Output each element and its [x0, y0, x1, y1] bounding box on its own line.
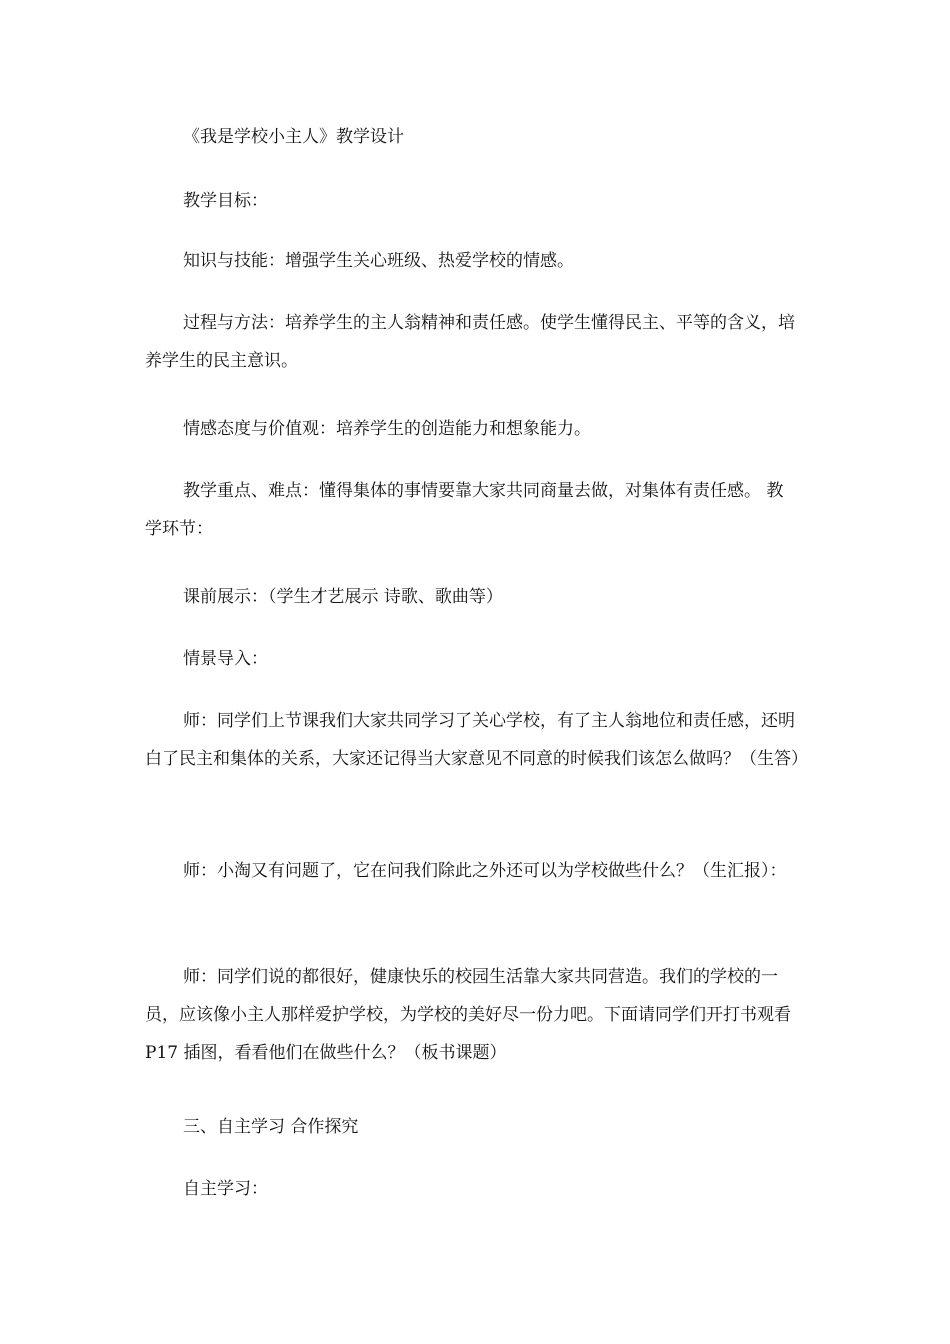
- paragraph-knowledge-skills: 知识与技能：增强学生关心班级、热爱学校的情感。: [183, 251, 574, 271]
- paragraph-key-points: 教学重点、难点：懂得集体的事情要靠大家共同商量去做，对集体有责任感。 教学环节：: [145, 481, 784, 539]
- paragraph-teaching-goals: 教学目标：: [183, 191, 268, 211]
- paragraph-self-study: 自主学习：: [183, 1179, 268, 1199]
- section-heading-three: 三、自主学习 合作探究: [183, 1117, 359, 1137]
- document-title: 《我是学校小主人》教学设计: [183, 127, 404, 147]
- paragraph-process-methods: 过程与方法：培养学生的主人翁精神和责任感。使学生懂得民主、平等的含义，培养学生的民主意识。: [145, 313, 795, 371]
- paragraph-teacher-3: 师：同学们说的都很好，健康快乐的校园生活靠大家共同营造。我们的学校的一员，应该像小主人那样爱护学校，为学校的美好尽一份力吧。下面请同学们开打书观看 P17 插图，看看他们在做些什么？（板书课题）: [145, 967, 791, 1063]
- paragraph-teacher-1: 师：同学们上节课我们大家共同学习了关心学校，有了主人翁地位和责任感，还明白了民主和集体的关系，大家还记得当大家意见不同意的时候我们该怎么做吗？（生答）: [145, 711, 808, 769]
- paragraph-pre-class-show: 课前展示：（学生才艺展示 诗歌、歌曲等）: [183, 587, 503, 607]
- paragraph-emotion-values: 情感态度与价值观：培养学生的创造能力和想象能力。: [183, 419, 591, 439]
- paragraph-scene-intro: 情景导入：: [183, 649, 268, 669]
- paragraph-teacher-2: 师：小淘又有问题了，它在问我们除此之外还可以为学校做些什么？（生汇报）：: [183, 861, 787, 881]
